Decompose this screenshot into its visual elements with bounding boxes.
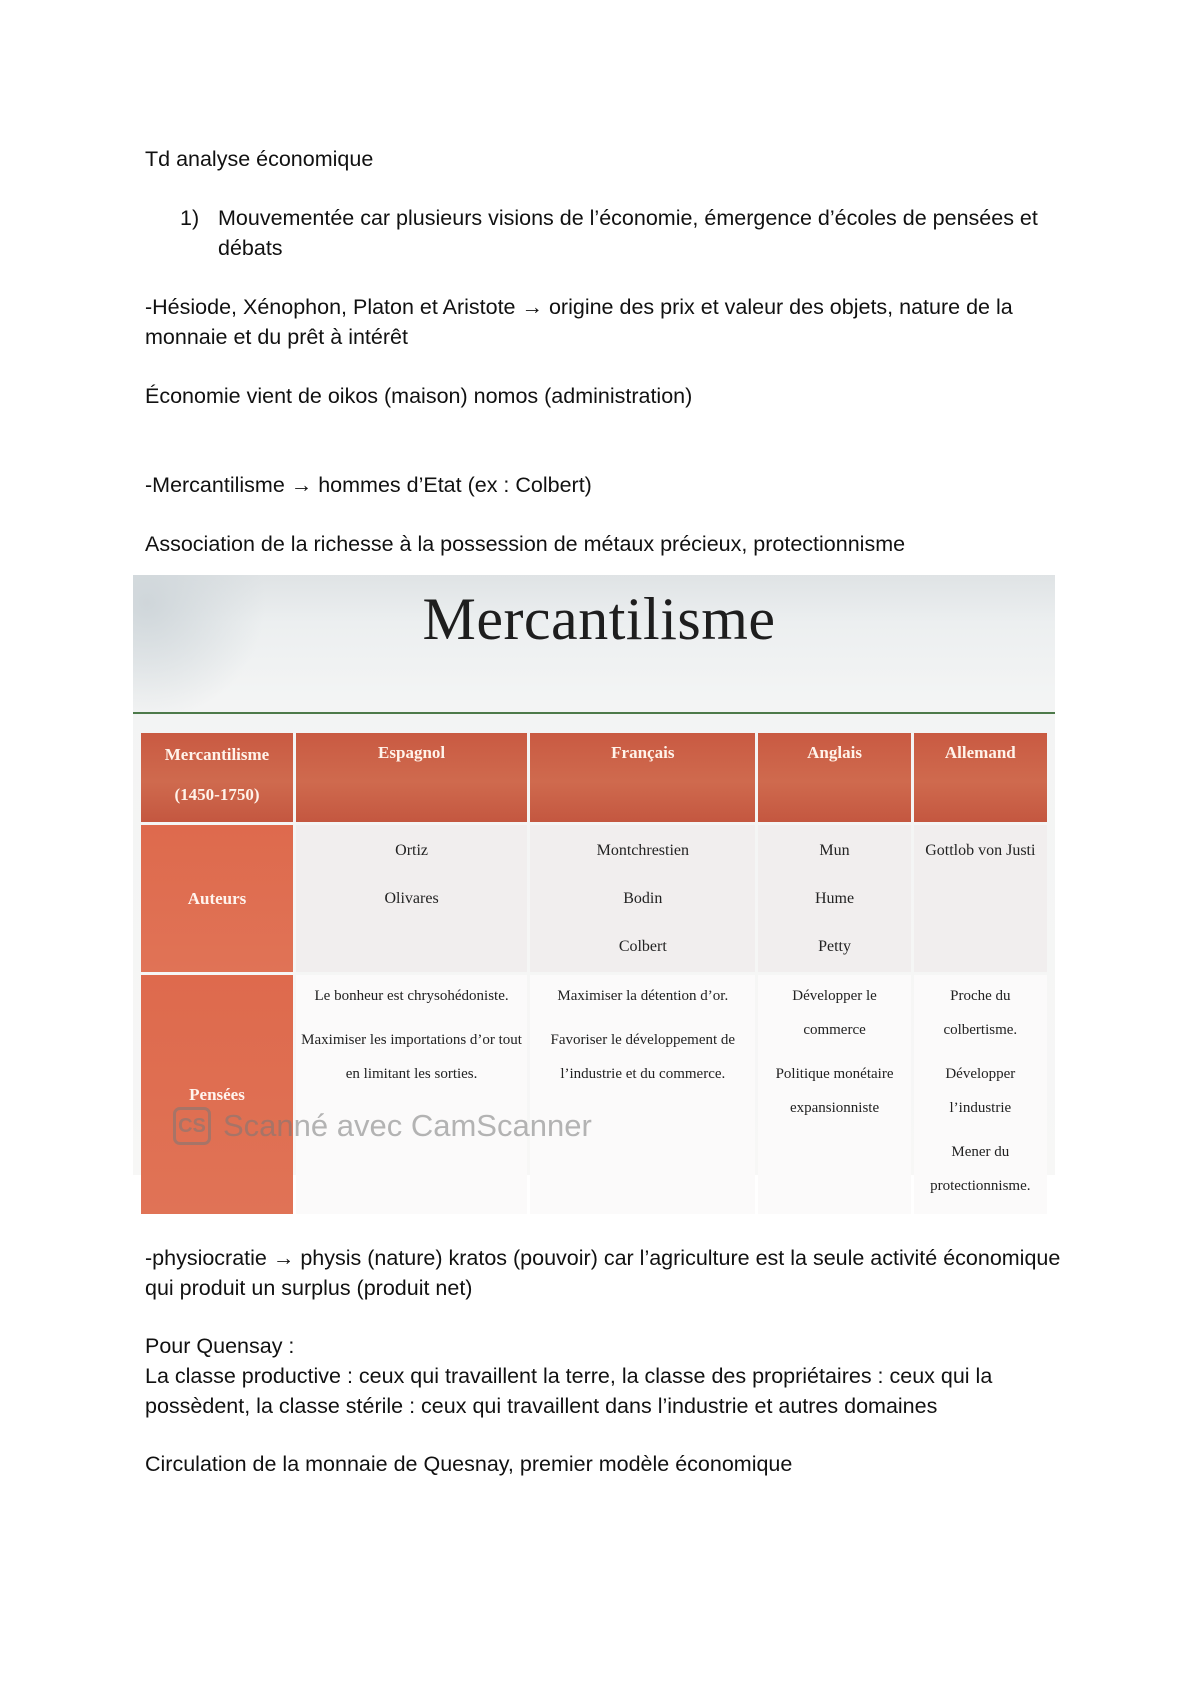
camscanner-watermark [173,1107,592,1145]
table-row-pensees [141,975,1047,1214]
author-name: Gottlob von Justi [925,842,1036,859]
table-header-row [141,733,1047,822]
paragraph-association: Association de la richesse à la possession de métaux précieux, protectionnisme [145,532,906,556]
corner-dates: (1450-1750) [174,785,260,804]
slide-divider [133,712,1055,714]
slide-title: Mercantilisme [422,586,776,652]
column-header-allemand: Allemand [914,733,1047,822]
author-name: Montchrestien [596,842,690,859]
paragraph-quensay-heading: Pour Quensay : [145,1334,295,1358]
cell-pensees-espagnol [296,975,527,1214]
thought-text: Maximiser la détention d’or. [557,988,729,1004]
cell-pensees-francais [530,975,755,1214]
column-header-francais: Français [530,733,755,822]
mercantilisme-slide-image [133,575,1055,1194]
cell-auteurs-allemand [914,825,1047,972]
author-name: Mun [819,842,850,859]
author-name: Colbert [618,938,667,955]
column-header-anglais: Anglais [758,733,910,822]
thought-text: Le bonheur est chrysohédoniste. [314,988,509,1004]
paragraph-mercantilisme: -Mercantilisme → hommes d’Etat (ex : Colbert) [145,473,592,497]
watermark-text: Scanné avec CamScanner [223,1108,592,1143]
table-row-auteurs [141,825,1047,972]
author-name: Hume [814,890,855,907]
list-item-text: Mouvementée car plusieurs visions de l’économie, émergence d’écoles de pensées et débats [218,206,1038,260]
paragraph-greeks: -Hésiode, Xénophon, Platon et Aristote → origine des prix et valeur des objets, nature de la monnaie et du prêt à intérêt [145,295,1013,349]
author-name: Olivares [384,890,439,907]
thought-text: Politique monétaire expansionniste [775,1066,894,1116]
cell-auteurs-francais [530,825,755,972]
list-number: 1) [180,206,200,230]
cell-pensees-allemand [914,975,1047,1214]
cell-auteurs-anglais [758,825,910,972]
cell-pensees-anglais [758,975,910,1214]
author-name: Ortiz [395,842,429,859]
paragraph-economie: Économie vient de oikos (maison) nomos (administration) [145,384,693,408]
thought-text: Maximiser les importations d’or tout en limitant les sorties. [301,1032,522,1082]
paragraph-classes: La classe productive : ceux qui travaillent la terre, la classe des propriétaires : ceux qui la possèdent, la classe stérile : ceux qui travaillent dans l’industrie et autres domaines [145,1364,993,1418]
thought-text: Proche du colbertisme. [943,988,1018,1038]
row-header-pensees: Pensées [141,975,293,1214]
thought-text: Mener du protectionnisme. [930,1144,1031,1194]
column-header-espagnol: Espagnol [296,733,527,822]
corner-label: Mercantilisme [164,745,270,764]
paragraph-physiocratie: -physiocratie → physis (nature) kratos (pouvoir) car l’agriculture est la seule activité économique qui produit un surplus (produit net) [145,1246,1061,1300]
thought-text: Développer l’industrie [945,1066,1016,1116]
author-name: Petty [818,938,851,955]
thought-text: Favoriser le développement de l’industrie et du commerce. [550,1032,736,1082]
author-name: Bodin [623,890,663,907]
camscanner-logo-icon: CS [173,1107,211,1145]
cell-auteurs-espagnol [296,825,527,972]
document-title: Td analyse économique [145,147,374,171]
thought-text: Développer le commerce [792,988,877,1038]
row-header-auteurs: Auteurs [141,825,293,972]
table-corner-cell [141,733,293,822]
paragraph-circulation: Circulation de la monnaie de Quesnay, premier modèle économique [145,1452,793,1476]
